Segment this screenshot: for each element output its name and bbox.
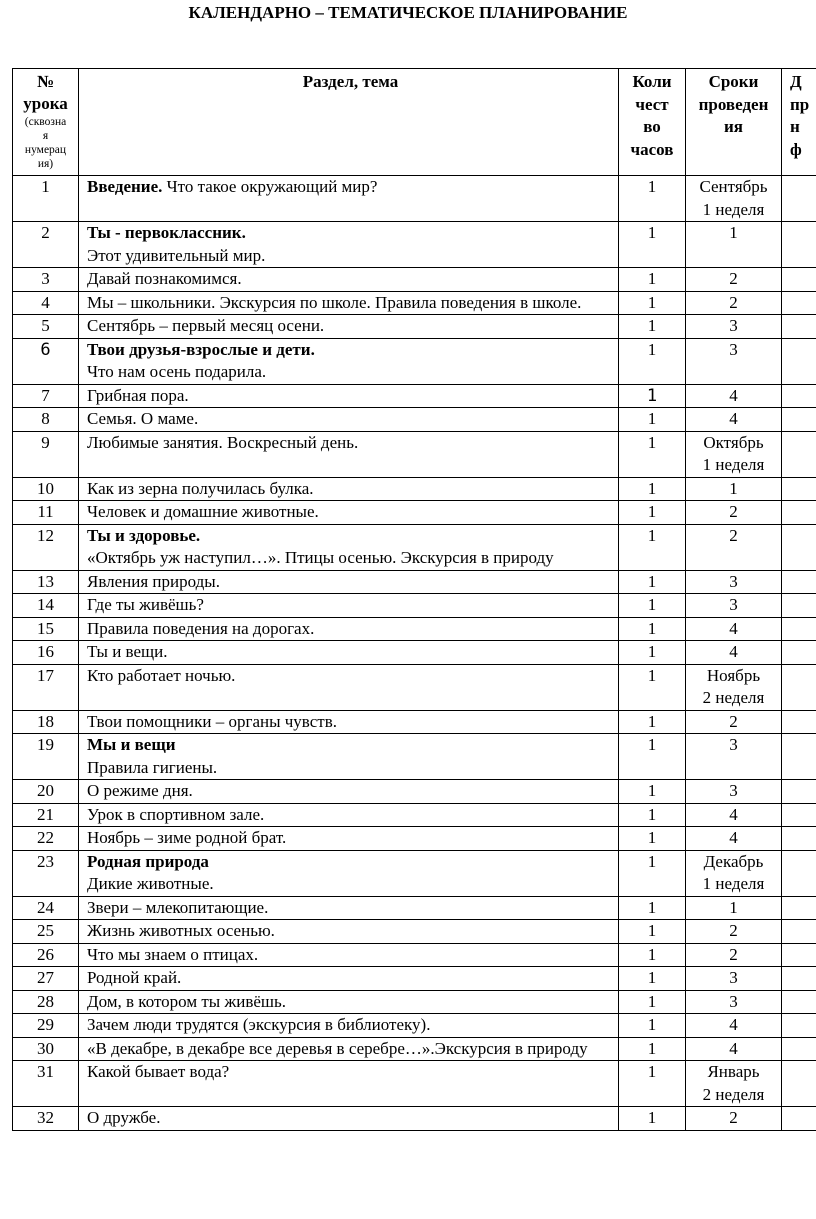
topic-cell <box>79 291 619 315</box>
lesson-number-cell: 27 <box>13 967 79 991</box>
topic-text: Мы – школьники. Экскурсия по школе. Правила поведения в школе. <box>87 292 582 312</box>
topic-text: Любимые занятия. Воскресный день. <box>87 432 359 452</box>
header-number-sub-line: ия) <box>37 158 54 170</box>
lesson-number-cell: 23 <box>13 850 79 896</box>
dates-cell <box>686 222 782 268</box>
topic-cell <box>79 268 619 292</box>
topic-text: Зачем люди трудятся (экскурсия в библиотеку). <box>87 1015 431 1034</box>
lesson-number-cell: 24 <box>13 896 79 920</box>
header-extra-line: ф <box>790 139 802 159</box>
topic-text: Твои помощники – органы чувств. <box>87 711 337 731</box>
table-row <box>13 268 816 292</box>
topic-text: Что такое окружающий мир? <box>162 177 378 196</box>
topic-text: «Октябрь уж наступил…». Птицы осенью. Экскурсия в природу <box>87 548 554 567</box>
dates-cell <box>686 1061 782 1107</box>
table-row <box>13 315 816 339</box>
table-row <box>13 896 816 920</box>
dates-cell <box>686 477 782 501</box>
topic-text: Что нам осень подарила. <box>87 362 267 381</box>
dates-cell <box>686 570 782 594</box>
dates-cell <box>686 384 782 408</box>
dates-cell <box>686 710 782 734</box>
dates-line: 4 <box>729 1038 738 1058</box>
table-row <box>13 291 816 315</box>
topic-cell <box>79 1037 619 1061</box>
extra-cell <box>782 850 816 896</box>
dates-cell <box>686 1014 782 1038</box>
topic-section-title: Ты - первоклассник. <box>87 223 246 242</box>
dates-cell <box>686 1037 782 1061</box>
topic-cell <box>79 967 619 991</box>
extra-cell <box>782 617 816 641</box>
topic-text: Этот удивительный мир. <box>87 245 266 265</box>
dates-line: 1 <box>729 478 738 498</box>
extra-cell <box>782 967 816 991</box>
lesson-number-cell: 12 <box>13 524 79 570</box>
lesson-number-cell: 17 <box>13 664 79 710</box>
dates-line: 2 неделя <box>702 1084 765 1104</box>
topic-cell <box>79 990 619 1014</box>
dates-cell <box>686 431 782 477</box>
topic-cell <box>79 641 619 665</box>
dates-cell <box>686 943 782 967</box>
extra-cell <box>782 291 816 315</box>
table-row <box>13 408 816 432</box>
topic-text: Человек и домашние животные. <box>87 502 319 521</box>
dates-line: 1 <box>729 223 738 242</box>
hours-cell: 1 <box>619 291 686 315</box>
topic-cell <box>79 896 619 920</box>
dates-line: 1 неделя <box>702 874 765 893</box>
hours-cell: 1 <box>619 943 686 967</box>
lesson-number-cell: 14 <box>13 594 79 618</box>
topic-text: Явления природы. <box>87 571 220 591</box>
extra-cell <box>782 431 816 477</box>
table-row <box>13 734 816 780</box>
table-row <box>13 780 816 804</box>
topic-cell <box>79 734 619 780</box>
table-row <box>13 664 816 710</box>
hours-cell: 1 <box>619 664 686 710</box>
dates-cell <box>686 315 782 339</box>
topic-text: О дружбе. <box>87 1108 161 1127</box>
dates-line: 2 <box>729 269 738 288</box>
hours-cell: 1 <box>619 990 686 1014</box>
table-row <box>13 431 816 477</box>
topic-cell <box>79 477 619 501</box>
topic-text: Ты и вещи. <box>87 642 168 661</box>
lesson-number-cell: 29 <box>13 1014 79 1038</box>
hours-cell: 1 <box>619 1061 686 1107</box>
topic-text: Сентябрь – первый месяц осени. <box>87 316 325 335</box>
dates-line: 3 <box>729 316 738 335</box>
dates-cell <box>686 664 782 710</box>
hours-cell: 1 <box>619 176 686 222</box>
extra-cell <box>782 827 816 851</box>
hours-cell: 1 <box>619 1107 686 1131</box>
extra-cell <box>782 570 816 594</box>
topic-section-title: Мы и вещи <box>87 735 176 754</box>
topic-section-title: Введение. <box>87 177 163 196</box>
header-dates-line: проведен <box>698 94 769 114</box>
dates-cell <box>686 967 782 991</box>
lesson-number-cell: 5 <box>13 315 79 339</box>
lesson-number-cell: 15 <box>13 617 79 641</box>
lesson-number-cell: 20 <box>13 780 79 804</box>
lesson-number-cell: 9 <box>13 431 79 477</box>
dates-line: 4 <box>729 1015 738 1034</box>
topic-cell <box>79 594 619 618</box>
extra-cell <box>782 710 816 734</box>
topic-cell <box>79 664 619 710</box>
dates-cell <box>686 501 782 525</box>
lesson-number-cell: 11 <box>13 501 79 525</box>
dates-cell <box>686 734 782 780</box>
hours-cell: 1 <box>619 524 686 570</box>
topic-text: Правила поведения на дорогах. <box>87 618 315 638</box>
hours-cell: 1 <box>619 850 686 896</box>
hours-cell: 1 <box>619 477 686 501</box>
extra-cell <box>782 664 816 710</box>
extra-cell <box>782 176 816 222</box>
lesson-number-cell: 25 <box>13 920 79 944</box>
table-row <box>13 967 816 991</box>
dates-cell <box>686 268 782 292</box>
table-row <box>13 570 816 594</box>
lesson-number-cell: 2 <box>13 222 79 268</box>
header-extra-line: н <box>790 117 800 136</box>
hours-cell: 1 <box>619 501 686 525</box>
lesson-number-cell: 13 <box>13 570 79 594</box>
dates-cell <box>686 594 782 618</box>
header-hours <box>619 69 686 176</box>
topic-text: Дикие животные. <box>87 874 214 893</box>
topic-text: Где ты живёшь? <box>87 595 204 614</box>
dates-line: Сентябрь <box>699 177 768 196</box>
dates-cell <box>686 176 782 222</box>
topic-cell <box>79 827 619 851</box>
lesson-number-cell: 7 <box>13 384 79 408</box>
lesson-number-cell: 10 <box>13 477 79 501</box>
dates-line: 4 <box>729 385 738 405</box>
dates-line: Октябрь <box>703 432 764 452</box>
table-row <box>13 827 816 851</box>
table-row <box>13 524 816 570</box>
table-row <box>13 803 816 827</box>
lesson-number-cell: 31 <box>13 1061 79 1107</box>
header-hours-line: чест <box>635 94 669 114</box>
topic-cell <box>79 1014 619 1038</box>
table-row <box>13 1061 816 1107</box>
topic-text: Дом, в котором ты живёшь. <box>87 991 286 1011</box>
dates-cell <box>686 827 782 851</box>
topic-text: Как из зерна получилась булка. <box>87 478 314 498</box>
table-row <box>13 222 816 268</box>
topic-text: Давай познакомимся. <box>87 269 242 288</box>
lesson-number-cell: 18 <box>13 710 79 734</box>
topic-cell <box>79 1107 619 1131</box>
lesson-number-cell: 28 <box>13 990 79 1014</box>
dates-line: 3 <box>729 991 738 1011</box>
dates-line: 4 <box>729 409 738 428</box>
lesson-number-cell: 1 <box>13 176 79 222</box>
lesson-number-cell: 8 <box>13 408 79 432</box>
hours-cell: 1 <box>619 896 686 920</box>
dates-cell <box>686 524 782 570</box>
extra-cell <box>782 641 816 665</box>
hours-cell: 1 <box>619 384 686 408</box>
topic-cell <box>79 338 619 384</box>
hours-cell: 1 <box>619 315 686 339</box>
header-extra-line: пр <box>790 94 810 114</box>
topic-section-title: Твои друзья-взрослые и дети. <box>87 339 315 359</box>
lesson-number-cell: 32 <box>13 1107 79 1131</box>
extra-cell <box>782 990 816 1014</box>
hours-cell: 1 <box>619 617 686 641</box>
hours-cell: 1 <box>619 1014 686 1038</box>
extra-cell <box>782 477 816 501</box>
lesson-number-cell: 6 <box>13 338 79 384</box>
header-number-line: урока <box>23 94 68 113</box>
lesson-number-cell: 26 <box>13 943 79 967</box>
lesson-number-cell: 3 <box>13 268 79 292</box>
dates-line: Декабрь <box>703 851 764 871</box>
lesson-number-cell: 22 <box>13 827 79 851</box>
topic-cell <box>79 617 619 641</box>
extra-cell <box>782 1061 816 1107</box>
topic-cell <box>79 780 619 804</box>
hours-cell: 1 <box>619 408 686 432</box>
dates-line: 4 <box>729 642 738 661</box>
extra-cell <box>782 920 816 944</box>
topic-text: О режиме дня. <box>87 781 193 800</box>
dates-line: 1 неделя <box>702 455 765 474</box>
hours-cell: 1 <box>619 967 686 991</box>
dates-cell <box>686 617 782 641</box>
table-row <box>13 943 816 967</box>
hours-cell: 1 <box>619 268 686 292</box>
header-hours-line: Коли <box>632 72 672 91</box>
lesson-number-cell: 30 <box>13 1037 79 1061</box>
topic-text: Грибная пора. <box>87 385 189 405</box>
dates-cell <box>686 291 782 315</box>
topic-cell <box>79 431 619 477</box>
header-number-sub-line: я <box>42 130 49 142</box>
extra-cell <box>782 594 816 618</box>
header-number-sub-line: нумерац <box>24 144 67 156</box>
hours-cell: 1 <box>619 594 686 618</box>
topic-text: Ноябрь – зиме родной брат. <box>87 828 287 847</box>
header-number-sub-line: (сквозна <box>24 116 67 128</box>
dates-line: 3 <box>729 735 738 754</box>
hours-cell: 1 <box>619 431 686 477</box>
dates-cell <box>686 920 782 944</box>
table-row <box>13 384 816 408</box>
extra-cell <box>782 384 816 408</box>
topic-cell <box>79 710 619 734</box>
extra-cell <box>782 896 816 920</box>
topic-cell <box>79 222 619 268</box>
table-body <box>13 176 816 1131</box>
extra-cell <box>782 501 816 525</box>
hours-cell: 1 <box>619 734 686 780</box>
dates-line: 2 <box>729 502 738 521</box>
dates-cell <box>686 1107 782 1131</box>
dates-line: 2 <box>729 711 738 731</box>
dates-line: 4 <box>729 828 738 847</box>
extra-cell <box>782 315 816 339</box>
table-row <box>13 710 816 734</box>
table-row <box>13 477 816 501</box>
dates-line: Ноябрь <box>706 665 761 685</box>
extra-cell <box>782 1014 816 1038</box>
hours-cell: 1 <box>619 780 686 804</box>
extra-cell <box>782 524 816 570</box>
topic-cell <box>79 315 619 339</box>
table-row <box>13 1107 816 1131</box>
dates-line: 2 неделя <box>702 688 765 707</box>
extra-cell <box>782 1107 816 1131</box>
topic-cell <box>79 384 619 408</box>
table-row <box>13 850 816 896</box>
topic-cell <box>79 850 619 896</box>
header-topic: Раздел, тема <box>79 69 619 176</box>
dates-line: 2 <box>729 921 738 940</box>
lesson-number-cell: 19 <box>13 734 79 780</box>
table-row <box>13 501 816 525</box>
header-extra-line: Д <box>790 72 802 91</box>
topic-cell <box>79 803 619 827</box>
dates-cell <box>686 408 782 432</box>
topic-section-title: Родная природа <box>87 851 209 871</box>
dates-line: 2 <box>729 525 738 545</box>
header-dates-line: ия <box>724 117 743 136</box>
dates-line: 3 <box>729 571 738 591</box>
dates-line: 4 <box>729 804 738 824</box>
table-row <box>13 594 816 618</box>
extra-cell <box>782 268 816 292</box>
table-row <box>13 176 816 222</box>
hours-cell: 1 <box>619 570 686 594</box>
dates-cell <box>686 641 782 665</box>
dates-line: 2 <box>729 944 738 964</box>
lesson-number-cell: 4 <box>13 291 79 315</box>
topic-cell <box>79 943 619 967</box>
hours-cell: 1 <box>619 222 686 268</box>
hours-cell: 1 <box>619 338 686 384</box>
lesson-number-cell: 16 <box>13 641 79 665</box>
header-dates-line: Сроки <box>708 72 759 91</box>
hours-cell: 1 <box>619 920 686 944</box>
dates-cell <box>686 338 782 384</box>
hours-cell: 1 <box>619 710 686 734</box>
table-header-row <box>13 69 816 176</box>
extra-cell <box>782 780 816 804</box>
table-row <box>13 1014 816 1038</box>
header-hours-line: часов <box>630 139 674 159</box>
topic-cell <box>79 1061 619 1107</box>
extra-cell <box>782 222 816 268</box>
hours-cell: 1 <box>619 1037 686 1061</box>
lesson-number-cell: 21 <box>13 803 79 827</box>
topic-cell <box>79 408 619 432</box>
topic-text: Родной край. <box>87 968 182 987</box>
dates-line: 4 <box>729 618 738 638</box>
extra-cell <box>782 1037 816 1061</box>
hours-cell: 1 <box>619 803 686 827</box>
topic-cell <box>79 524 619 570</box>
dates-cell <box>686 896 782 920</box>
dates-line: 2 <box>729 292 738 312</box>
extra-cell <box>782 803 816 827</box>
dates-line: 3 <box>729 339 738 359</box>
extra-cell <box>782 408 816 432</box>
header-number-line: № <box>36 72 55 91</box>
table-row <box>13 617 816 641</box>
header-hours-line: во <box>643 117 661 136</box>
table-row <box>13 641 816 665</box>
topic-text: Жизнь животных осенью. <box>87 921 275 940</box>
page-title: КАЛЕНДАРНО – ТЕМАТИЧЕСКОЕ ПЛАНИРОВАНИЕ <box>188 3 628 22</box>
dates-cell <box>686 803 782 827</box>
dates-cell <box>686 990 782 1014</box>
extra-cell <box>782 734 816 780</box>
topic-text: Какой бывает вода? <box>87 1062 230 1081</box>
topic-section-title: Ты и здоровье. <box>87 525 201 545</box>
header-lesson-number <box>13 69 79 176</box>
topic-text: Семья. О маме. <box>87 409 199 428</box>
topic-text: «В декабре, в декабре все деревья в серебре…».Экскурсия в природу <box>87 1038 588 1058</box>
topic-cell <box>79 501 619 525</box>
hours-cell: 1 <box>619 641 686 665</box>
topic-text: Кто работает ночью. <box>87 665 236 685</box>
topic-text: Правила гигиены. <box>87 757 218 777</box>
planning-table <box>12 68 816 1131</box>
dates-line: 1 <box>729 897 738 917</box>
table-row <box>13 338 816 384</box>
table-row <box>13 920 816 944</box>
topic-cell <box>79 570 619 594</box>
table-row <box>13 990 816 1014</box>
dates-line: 3 <box>729 781 738 800</box>
header-dates <box>686 69 782 176</box>
topic-cell <box>79 176 619 222</box>
table-row <box>13 1037 816 1061</box>
topic-text: Что мы знаем о птицах. <box>87 944 259 964</box>
topic-text: Звери – млекопитающие. <box>87 897 269 917</box>
topic-cell <box>79 920 619 944</box>
extra-cell <box>782 338 816 384</box>
extra-cell <box>782 943 816 967</box>
dates-line: 1 неделя <box>702 199 765 219</box>
dates-line: 3 <box>729 595 738 614</box>
dates-line: 2 <box>729 1108 738 1127</box>
dates-line: 3 <box>729 968 738 987</box>
dates-cell <box>686 780 782 804</box>
hours-cell: 1 <box>619 827 686 851</box>
dates-line: Январь <box>707 1062 760 1081</box>
dates-cell <box>686 850 782 896</box>
header-extra <box>782 69 816 176</box>
topic-text: Урок в спортивном зале. <box>87 804 265 824</box>
